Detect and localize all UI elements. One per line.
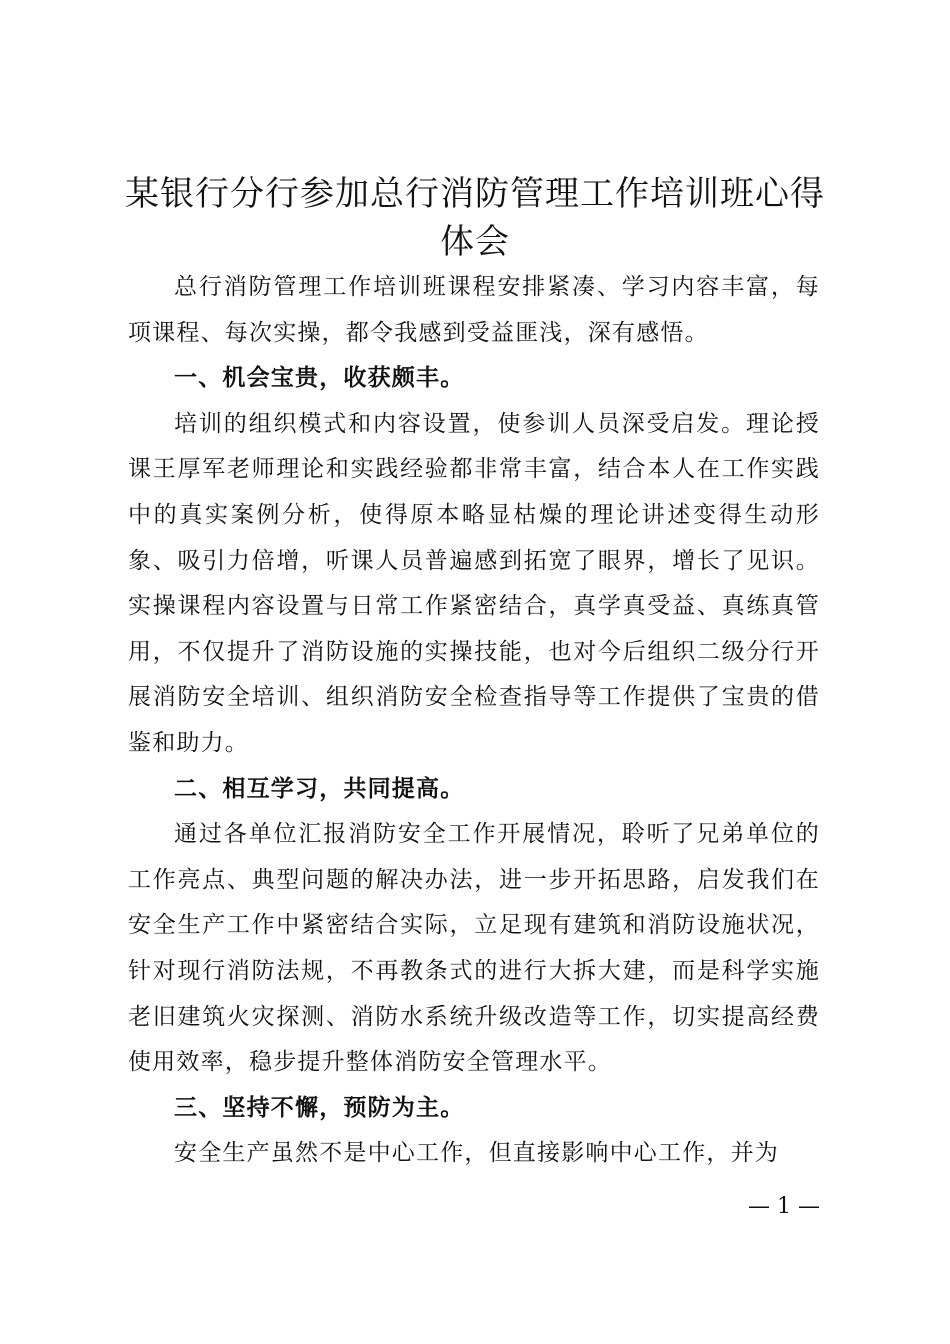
section-2-paragraph: 通过各单位汇报消防安全工作开展情况，聆听了兄弟单位的工作亮点、典型问题的解决办法，进一步开拓思路，启发我们在安全生产工作中紧密结合实际，立足现有建筑和消防设施状况，针对现行消防法规，不再教条式的进行大拆大建，而是科学实施老旧建筑火灾探测、消防水系统升级改造等工作，切实提高经费使用效率，稳步提升整体消防安全管理水平。 [128,821,820,1076]
section-1-paragraph: 培训的组织模式和内容设置，使参训人员深受启发。理论授课王厚军老师理论和实践经验都非常丰富，结合本人在工作实践中的真实案例分析，使得原本略显枯燥的理论讲述变得生动形象、吸引力倍增，听课人员普遍感到拓宽了眼界，增长了见识。实操课程内容设置与日常工作紧密结合，真学真受益、真练真管用，不仅提升了消防设施的实操技能，也对今后组织二级分行开展消防安全培训、组织消防安全检查指导等工作提供了宝贵的借鉴和助力。 [128,410,820,756]
section-heading-2: 二、相互学习，共同提高。 [174,775,465,802]
section-heading-1: 一、机会宝贵，收获颇丰。 [174,365,465,392]
document-title: 某银行分行参加总行消防管理工作培训班心得体会 [125,174,825,262]
intro-paragraph: 总行消防管理工作培训班课程安排紧凑、学习内容丰富，每项课程、每次实操，都令我感到受益匪浅，深有感悟。 [128,274,820,346]
section-heading-3: 三、坚持不懈，预防为主。 [174,1094,465,1121]
page-number: — 1 — [748,1194,820,1219]
section-3-paragraph: 安全生产虽然不是中心工作，但直接影响中心工作，并为 [174,1140,779,1167]
document-body [128,265,820,1177]
